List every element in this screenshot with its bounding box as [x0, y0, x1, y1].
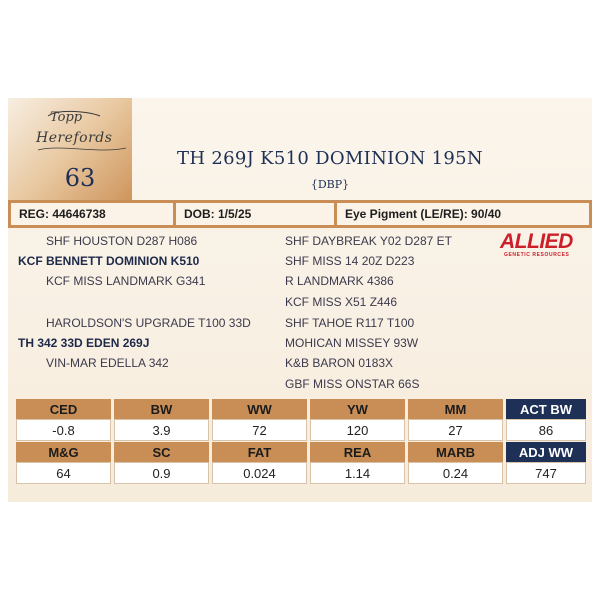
epd-value-ww: 72: [212, 419, 307, 441]
allied-logo: [500, 230, 584, 264]
logo-line-1: Topp: [50, 110, 83, 125]
ranch-logo: [30, 110, 130, 160]
bull-tag: {DBP}: [310, 178, 350, 191]
epd-header-rea: REA: [310, 442, 405, 462]
epd-header-fat: FAT: [212, 442, 307, 462]
epd-header-ced: CED: [16, 399, 111, 419]
registration-number: REG: 44646738: [11, 203, 173, 225]
pedigree-dam: TH 342 33D EDEN 269J: [18, 336, 150, 350]
pedigree-ancestor: GBF MISS ONSTAR 66S: [285, 377, 420, 391]
epd-header-marb: MARB: [408, 442, 503, 462]
adj-ww-header: ADJ WW: [506, 442, 586, 462]
epd-header-ww: WW: [212, 399, 307, 419]
epd-header-sc: SC: [114, 442, 209, 462]
pedigree-sire-dam: KCF MISS LANDMARK G341: [46, 274, 206, 288]
pedigree-sire-sire: SHF HOUSTON D287 H086: [46, 234, 198, 248]
act-bw-header: ACT BW: [506, 399, 586, 419]
epd-value-sc: 0.9: [114, 462, 209, 484]
pedigree-ancestor: K&B BARON 0183X: [285, 356, 394, 370]
epd-value-ced: -0.8: [16, 419, 111, 441]
adjusted-ww-table: [506, 442, 586, 484]
pedigree-ancestor: MOHICAN MISSEY 93W: [285, 336, 419, 350]
eye-pigment: Eye Pigment (LE/RE): 90/40: [337, 203, 589, 225]
bull-name: TH 269J K510 DOMINION 195N: [177, 148, 483, 169]
pedigree-ancestor: SHF TAHOE R117 T100: [285, 316, 415, 330]
pedigree-ancestor: R LANDMARK 4386: [285, 274, 394, 288]
adj-ww-value: 747: [506, 462, 586, 484]
epd-value-marb: 0.24: [408, 462, 503, 484]
pedigree-ancestor: KCF MISS X51 Z446: [285, 295, 398, 309]
epd-value-fat: 0.024: [212, 462, 307, 484]
pedigree-dam-dam: VIN-MAR EDELLA 342: [46, 356, 169, 370]
pedigree-ancestor: SHF MISS 14 20Z D223: [285, 254, 415, 268]
epd-value-mg: 64: [16, 462, 111, 484]
logo-line-2: Herefords: [36, 130, 113, 146]
date-of-birth: DOB: 1/5/25: [176, 203, 334, 225]
lot-number: 63: [64, 164, 96, 192]
epd-table-row2: [13, 442, 506, 484]
info-bar: [8, 200, 592, 228]
pedigree-dam-sire: HAROLDSON'S UPGRADE T100 33D: [46, 316, 251, 330]
allied-logo-word: ALLIED: [500, 230, 573, 253]
epd-header-bw: BW: [114, 399, 209, 419]
pedigree-sire: KCF BENNETT DOMINION K510: [18, 254, 200, 268]
act-bw-value: 86: [506, 419, 586, 441]
epd-header-yw: YW: [310, 399, 405, 419]
epd-value-mm: 27: [408, 419, 503, 441]
pedigree-ancestor: SHF DAYBREAK Y02 D287 ET: [285, 234, 452, 248]
allied-logo-tagline: GENETIC RESOURCES: [504, 252, 570, 258]
epd-value-yw: 120: [310, 419, 405, 441]
actual-bw-table: [506, 399, 586, 441]
epd-table-row1: [13, 399, 506, 441]
epd-value-bw: 3.9: [114, 419, 209, 441]
epd-header-mg: M&G: [16, 442, 111, 462]
epd-value-rea: 1.14: [310, 462, 405, 484]
epd-header-mm: MM: [408, 399, 503, 419]
